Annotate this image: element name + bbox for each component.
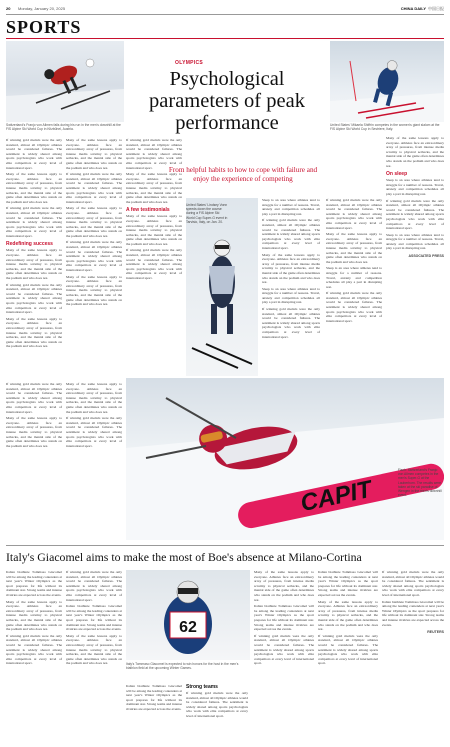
body-paragraph: Many of the same lessons apply to everyone. Athletes face an extraordinary array of pressures, from intense media scrutiny to physical setbacks, and the mental side of the game often determines who stands on the podium and who does not. <box>6 416 62 448</box>
body-paragraph: If winning gold medals were the only standard, almost all Olympic athletes would be considered failures. The sentiment is widely shared among sports psychologists who work with elite competitors at every level of international sport. <box>386 198 444 231</box>
body-paragraph: If winning gold medals were the only standard, almost all Olympic athletes would be considered failures. The sentiment is widely shared among sports psychologists who work with elite competitors at every level of international sport. <box>66 416 122 448</box>
feature-column-5 <box>326 198 382 323</box>
photo-giacomel-caption: Italy's Tommaso Giacomel is expected to win honors for the host in the men's biathlon field at the upcoming Winter Games. <box>126 662 239 671</box>
body-paragraph: Many of the same lessons apply to everyone. Athletes face an extraordinary array of pressures, from intense media scrutiny to physical setbacks, and the mental side of the game often determines who stands on the podium and who does not. <box>66 206 122 238</box>
body-paragraph: Italian biathlete Tommaso Giacomel will be among the leading contenders at next year's Winter Olympics as the sport prepares for life without its dominant star. Strong teams and intense rivalries are expected across the events. <box>318 570 378 597</box>
body-paragraph: Many of the same lessons apply to everyone. Athletes face an extraordinary array of pressures, from intense media scrutiny to physical setbacks, and the mental side of the game often determines who stands on the podium and who does not. <box>6 172 62 204</box>
body-paragraph: If winning gold medals were the only standard, almost all Olympic athletes would be considered failures. The sentiment is widely shared among sports psychologists who work with elite competitors at every level of international sport. <box>326 291 382 323</box>
body-paragraph: If winning gold medals were the only standard, almost all Olympic athletes would be considered failures. The sentiment is widely shared among sports psychologists who work with elite competitors at every level of international sport. <box>6 633 62 666</box>
subhead-on-sleep: On sleep <box>386 171 408 178</box>
photo-shiffrin-caption: United States' Mikaela Shiffrin competes in the women's giant slalom at the FIS Alpine Ski World Cup in Sestriere, Italy. <box>330 123 440 132</box>
body-paragraph: If winning gold medals were the only standard, almost all Olympic athletes would be considered failures. The sentiment is widely shared among sports psychologists who work with elite competitors at every level of international sport. <box>126 248 182 281</box>
body-paragraph: If winning gold medals were the only standard, almost all Olympic athletes would be considered failures. The sentiment is widely shared among sports psychologists who work with elite competitors at every level of international sport. <box>66 172 122 204</box>
body-paragraph: Many of the same lessons apply to everyone. Athletes face an extraordinary array of pressures, from intense media scrutiny to physical setbacks, and the mental side of the game often determines who stands on the podium and who does not. <box>126 172 182 204</box>
page-header <box>6 6 444 14</box>
body-paragraph: Italian biathlete Tommaso Giacomel will be among the leading contenders at next year's Winter Olympics as the sport prepares for life without its dominant star. Strong teams and intense rivalries are expected across the events. <box>254 604 314 632</box>
body-paragraph: Many of the same lessons apply to everyone. Athletes face an extraordinary array of pressures, from intense media scrutiny to physical setbacks, and the mental side of the game often determines who stands on the podium and who does not. <box>6 599 62 632</box>
giacomel-illustration <box>126 570 250 660</box>
body-paragraph: If winning gold medals were the only standard, almost all Olympic athletes would be considered failures. The sentiment is widely shared among sports psychologists who work with elite competitors at every level of international sport. <box>6 382 62 414</box>
body-paragraph: If winning gold medals were the only standard, almost all Olympic athletes would be considered failures. The sentiment is widely shared among sports psychologists who work with elite competitors at every level of international sport. <box>6 206 62 238</box>
ski-brand-text: CAPIT <box>298 475 375 518</box>
paper-name: CHINA DAILY <box>400 6 426 11</box>
subhead-redefining-success: Redefining success <box>6 241 53 248</box>
photo-super-g <box>126 378 444 540</box>
feature-byline: ASSOCIATED PRESS <box>408 254 444 259</box>
body-paragraph: If winning gold medals were the only standard, almost all Olympic athletes would be considered failures. The sentiment is widely shared among sports psychologists who work with elite competitors at every level of international sport. <box>262 307 320 339</box>
body-paragraph: If winning gold medals were the only standard, almost all Olympic athletes would be considered failures. The sentiment is widely shared among sports psychologists who work with elite competitors at every level of international sport. <box>382 570 444 597</box>
body-paragraph: Sleep is an area where athletes tend to struggle for a number of reasons. Travel, anxiety and competition schedules all play a part in disrupting rest. <box>262 198 320 216</box>
body-paragraph: Many of the same lessons apply to everyone. Athletes face an extraordinary array of pressures, from intense media scrutiny to physical setbacks, and the mental side of the game often determines who stands on the podium and who does not. <box>6 248 62 281</box>
body-paragraph: Sleep is an area where athletes tend to struggle for a number of reasons. Travel, anxiety and competition schedules all play a part in disrupting rest. <box>386 178 444 196</box>
feature-column-2b <box>66 382 122 448</box>
body-paragraph: Many of the same lessons apply to everyone. Athletes face an extraordinary array of pressures, from intense media scrutiny to physical setbacks, and the mental side of the game often determines who stands on the podium and who does not. <box>262 252 320 285</box>
subhead-strong-teams: Strong teams <box>186 684 218 690</box>
body-paragraph: Many of the same lessons apply to everyone. Athletes face an extraordinary array of pressures, from intense media scrutiny to physical setbacks, and the mental side of the game often determines who stands on the podium and who does not. <box>326 232 382 264</box>
vonn-illustration <box>186 198 258 376</box>
paper-chinese-name: 中国日报 <box>428 6 444 11</box>
body-paragraph: Italian biathlete Tommaso Giacomel will be among the leading contenders at next year's Winter Olympics as the sport prepares for life without its dominant star. Strong teams and intense rivalries are expected across the events. <box>126 684 182 711</box>
super-g-illustration <box>126 378 444 540</box>
body-paragraph: If winning gold medals were the only standard, almost all Olympic athletes would be considered failures. The sentiment is widely shared among sports psychologists who work with elite competitors at every level of international sport. <box>6 138 62 170</box>
body-paragraph: If winning gold medals were the only standard, almost all Olympic athletes would be considered failures. The sentiment is widely shared among sports psychologists who work with elite competitors at every level of international sport. <box>254 633 314 666</box>
subhead-testimonials: A few testimonials <box>126 207 170 214</box>
photo-super-g-caption: Fisch: Switzerland's Franjo von Allmen competes in the men's Super-G at the Lauberhorn. The results were taken at the ski paradise of Wengen in the men's downhill event. <box>398 468 442 498</box>
body-paragraph: Many of the same lessons apply to everyone. Athletes face an extraordinary array of pressures, from intense media scrutiny to physical setbacks, and the mental side of the game often determines who stands on the podium and who does not. <box>66 382 122 414</box>
body-paragraph: Many of the same lessons apply to everyone. Athletes face an extraordinary array of pressures, from intense media scrutiny to physical setbacks, and the mental side of the game often determines who stands on the podium and who does not. <box>254 570 314 602</box>
bottom-byline: REUTERS <box>427 630 444 635</box>
section-rule <box>6 38 444 39</box>
body-paragraph: Sleep is an area where athletes tend to struggle for a number of reasons. Travel, anxiety and competition schedules all play a part in disrupting rest. <box>386 232 444 251</box>
bottom-column-3 <box>126 684 182 712</box>
body-paragraph: Italian biathlete Tommaso Giacomel will be among the leading contenders at next year's Winter Olympics as the sport prepares for life without its dominant star. Strong teams and intense rivalries are expected across the events. <box>66 604 122 632</box>
body-paragraph: If winning gold medals were the only standard, almost all Olympic athletes would be considered failures. The sentiment is widely shared among sports psychologists who work with elite competitors at every level of international sport. <box>262 218 320 250</box>
feature-column-1b <box>6 382 62 448</box>
feature-column-1 <box>6 138 62 349</box>
bottom-column-2 <box>66 570 122 666</box>
feature-column-6 <box>386 136 444 259</box>
body-paragraph: Many of the same lessons apply to everyone. Athletes face an extraordinary array of pressures, from intense media scrutiny to physical setbacks, and the mental side of the game often determines who stands on the podium and who does not. <box>386 136 444 168</box>
body-paragraph: If winning gold medals were the only standard, almost all Olympic athletes would be considered failures. The sentiment is widely shared among sports psychologists who work with elite competitors at every level of international sport. <box>186 691 248 718</box>
crash-illustration <box>6 41 124 122</box>
bottom-column-4 <box>186 684 248 719</box>
section-title: SPORTS <box>6 17 82 37</box>
body-paragraph: Italian biathlete Tommaso Giacomel will be among the leading contenders at next year's Winter Olympics as the sport prepares for life without its dominant star. Strong teams and intense rivalries are expected across the events. <box>6 570 62 597</box>
feature-column-3 <box>126 138 182 281</box>
feature-deck: From helpful habits to how to cope with failure and enjoy the experience of competing <box>168 166 318 183</box>
page-number: 20 <box>6 6 11 11</box>
body-paragraph: If winning gold medals were the only standard, almost all Olympic athletes would be considered failures. The sentiment is widely shared among sports psychologists who work with elite competitors at every level of international sport. <box>66 240 122 273</box>
body-paragraph: Many of the same lessons apply to everyone. Athletes face an extraordinary array of pressures, from intense media scrutiny to physical setbacks, and the mental side of the game often determines who stands on the podium and who does not. <box>66 274 122 307</box>
body-paragraph: Sleep is an area where athletes tend to struggle for a number of reasons. Travel, anxiety and competition schedules all play a part in disrupting rest. <box>262 286 320 305</box>
bottom-column-6 <box>318 570 378 666</box>
photo-downhill-crash <box>6 41 124 122</box>
body-paragraph: Many of the same lessons apply to everyone. Athletes face an extraordinary array of pressures, from intense media scrutiny to physical setbacks, and the mental side of the game often determines who stands on the podium and who does not. <box>318 599 378 632</box>
bottom-column-7 <box>382 570 444 635</box>
feature-headline: Psychological parameters of peak performance <box>149 68 305 134</box>
body-paragraph: Many of the same lessons apply to everyone. Athletes face an extraordinary array of pressures, from intense media scrutiny to physical setbacks, and the mental side of the game often determines who stands on the podium and who does not. <box>66 633 122 666</box>
photo-downhill-crash-caption: Switzerland's Franjo von Allmen falls during his run in the men's downhill at the FIS Alpine Ski World Cup in Kitzbühel, Austria. <box>6 123 121 132</box>
photo-vonn-caption: United States' Lindsey Vonn speeds down the course during a FIS Alpine Ski World Cup Super-G event in Tarvisio, Italy, on Jan. 20. <box>186 203 228 224</box>
body-paragraph: Many of the same lessons apply to everyone. Athletes face an extraordinary array of pressures, from intense media scrutiny to physical setbacks, and the mental side of the game often determines who stands on the podium and who does not. <box>126 214 182 246</box>
bib-number: 62 <box>179 619 197 636</box>
body-paragraph: Many of the same lessons apply to everyone. Athletes face an extraordinary array of pressures, from intense media scrutiny to physical setbacks, and the mental side of the game often determines who stands on the podium and who does not. <box>66 138 122 170</box>
photo-shiffrin <box>330 41 444 122</box>
body-paragraph: If winning gold medals were the only standard, almost all Olympic athletes would be considered failures. The sentiment is widely shared among sports psychologists who work with elite competitors at every level of international sport. <box>326 198 382 230</box>
photo-vonn <box>186 198 258 376</box>
story-divider <box>6 545 444 546</box>
body-paragraph: Italian biathlete Tommaso Giacomel will be among the leading contenders at next year's Winter Olympics as the sport prepares for life without its dominant star. Strong teams and intense rivalries are expected across the events. <box>382 599 444 627</box>
photo-giacomel <box>126 570 250 660</box>
body-paragraph: If winning gold medals were the only standard, almost all Olympic athletes would be considered failures. The sentiment is widely shared among sports psychologists who work with elite competitors at every level of international sport. <box>126 138 182 170</box>
feature-column-2 <box>66 138 122 307</box>
feature-column-4 <box>262 198 320 339</box>
body-paragraph: If winning gold medals were the only standard, almost all Olympic athletes would be considered failures. The sentiment is widely shared among sports psychologists who work with elite competitors at every level of international sport. <box>318 633 378 666</box>
body-paragraph: Many of the same lessons apply to everyone. Athletes face an extraordinary array of pressures, from intense media scrutiny to physical setbacks, and the mental side of the game often determines who stands on the podium and who does not. <box>6 316 62 349</box>
body-paragraph: If winning gold medals were the only standard, almost all Olympic athletes would be considered failures. The sentiment is widely shared among sports psychologists who work with elite competitors at every level of international sport. <box>66 570 122 602</box>
bottom-headline: Italy's Giacomel aims to make the most of Boe's absence at Milano-Cortina <box>6 550 362 564</box>
bottom-column-1 <box>6 570 62 666</box>
page-date: Monday, January 20, 2025 <box>18 6 66 11</box>
bottom-column-5 <box>254 570 314 666</box>
header-rule <box>6 14 444 15</box>
body-paragraph: If winning gold medals were the only standard, almost all Olympic athletes would be considered failures. The sentiment is widely shared among sports psychologists who work with elite competitors at every level of international sport. <box>6 282 62 315</box>
feature-kicker: OLYMPICS <box>175 60 204 66</box>
shiffrin-illustration <box>330 41 444 122</box>
body-paragraph: Sleep is an area where athletes tend to struggle for a number of reasons. Travel, anxiety and competition schedules all play a part in disrupting rest. <box>326 266 382 289</box>
